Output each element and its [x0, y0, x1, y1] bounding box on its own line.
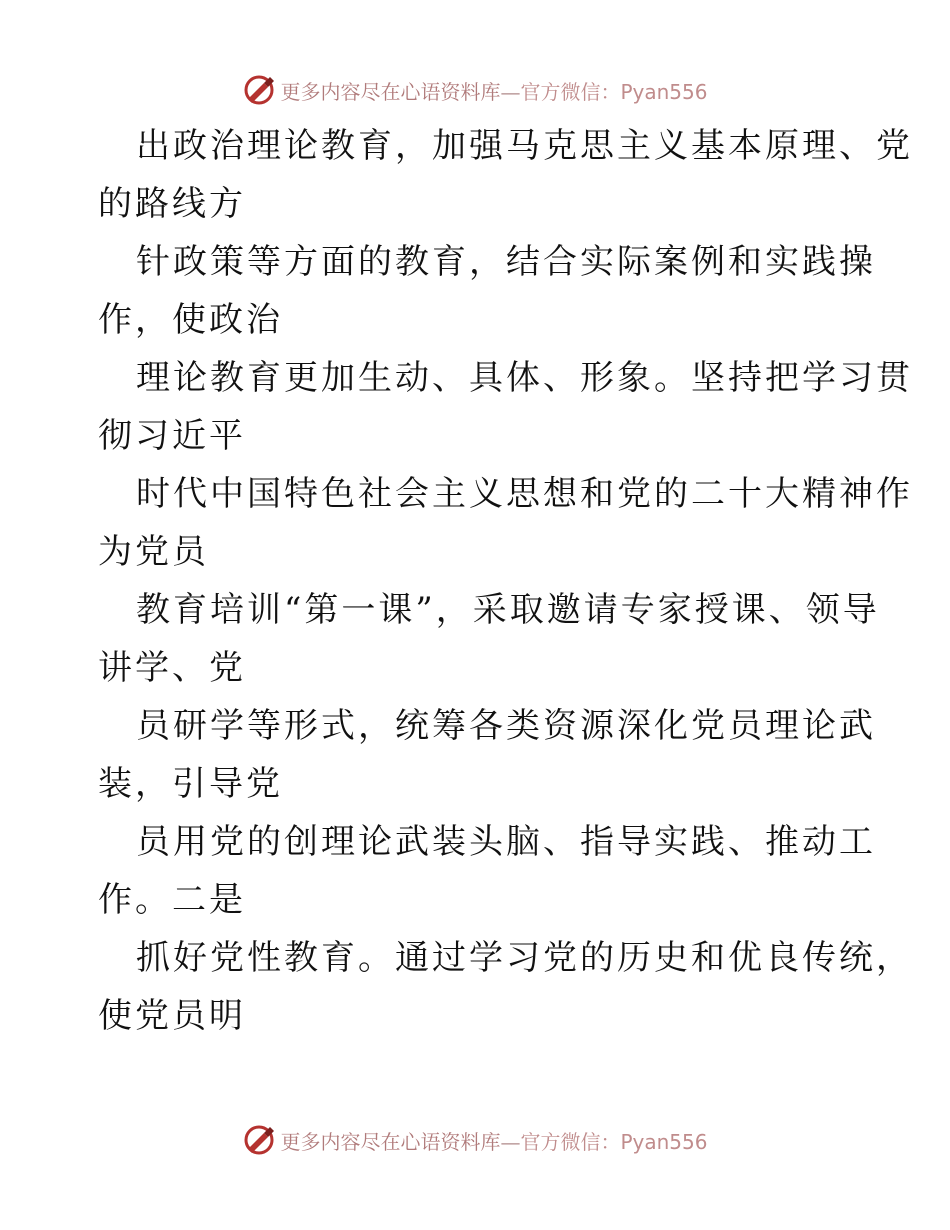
text-line: 作。二是 — [98, 880, 246, 920]
text-line: 理论教育更加生动、具体、形象。坚持把学习贯 — [136, 358, 913, 398]
text-line: 教育培训“第一课”，采取邀请专家授课、领导 — [136, 590, 880, 630]
banner-dash: — — [500, 79, 521, 104]
banner-main-text: 更多内容尽在心语资料库 — [280, 1129, 501, 1154]
banner-text — [280, 1126, 707, 1155]
text-line: 讲学、党 — [98, 648, 246, 688]
text-line: 员用党的创理论武装头脑、指导实践、推动工 — [136, 822, 876, 862]
text-line: 彻习近平 — [98, 416, 246, 456]
text-line: 针政策等方面的教育，结合实际案例和实践操 — [136, 242, 876, 282]
text-line: 出政治理论教育，加强马克思主义基本原理、党 — [136, 126, 913, 166]
text-line: 为党员 — [98, 532, 209, 572]
text-line: 使党员明 — [98, 996, 246, 1036]
text-line: 员研学等形式，统筹各类资源深化党员理论武 — [136, 706, 876, 746]
pen-circle-logo-icon — [242, 73, 276, 107]
text-line: 抓好党性教育。通过学习党的历史和优良传统， — [136, 938, 913, 978]
banner-dash: — — [500, 1129, 521, 1154]
banner-wechat-text: 官方微信：Pyan556 — [520, 1129, 708, 1154]
text-line: 时代中国特色社会主义思想和党的二十大精神作 — [136, 474, 913, 514]
text-line: 的路线方 — [98, 184, 246, 224]
document-body — [98, 117, 913, 1045]
banner-main-text: 更多内容尽在心语资料库 — [280, 79, 501, 104]
footer-banner — [0, 1120, 950, 1160]
banner-text — [280, 76, 707, 105]
text-line: 作，使政治 — [98, 300, 283, 340]
banner-wechat-text: 官方微信：Pyan556 — [520, 79, 708, 104]
text-line: 装，引导党 — [98, 764, 283, 804]
pen-circle-logo-icon — [242, 1123, 276, 1157]
header-banner — [0, 70, 950, 110]
